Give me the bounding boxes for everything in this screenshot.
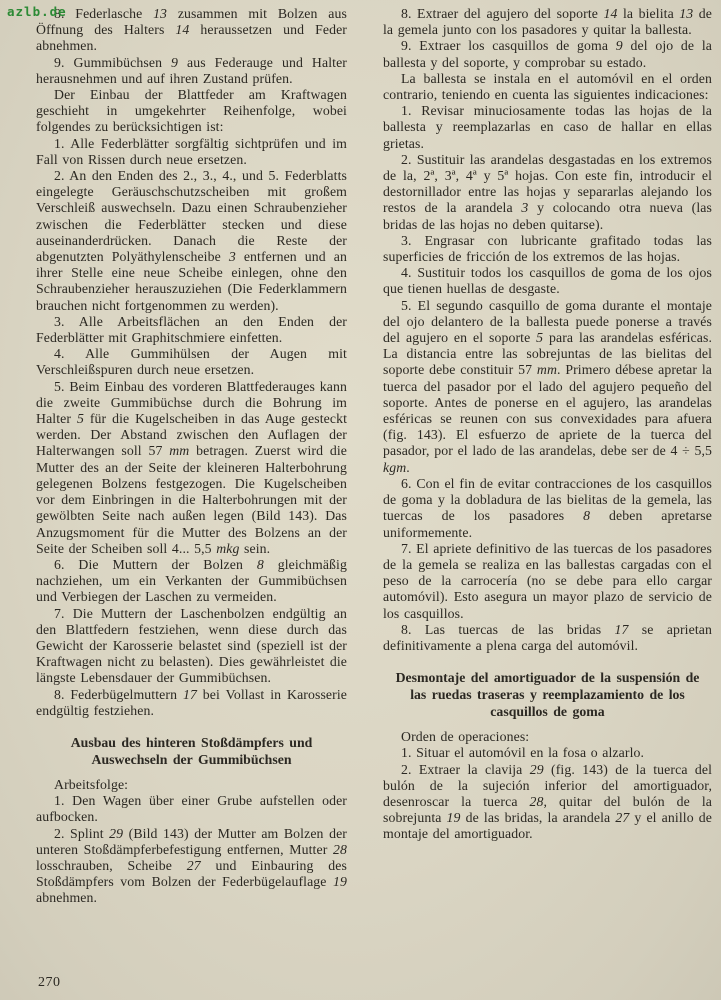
paragraph: 1. Alle Federblätter sorgfältig sichtprüfen und im Fall von Rissen durch neue ersetzen. (36, 135, 347, 167)
paragraph: Der Einbau der Blattfeder am Kraftwagen geschieht in umgekehrter Reihenfolge, wobei folgendes zu berücksichtigen ist: (36, 87, 347, 135)
paragraph: 7. Die Muttern der Laschenbolzen endgültig an den Blattfedern festziehen, wenn diese durch das Gewicht der Karosserie belastet sind (speziell ist der Kraftwagen nicht zu belasten). Dies gewährleistet die längste Lebensdauer der Gummibüchsen. (36, 605, 347, 686)
section-heading: Ausbau des hinteren Stoßdämpfers und Auswechseln der Gummibüchsen (70, 734, 313, 767)
paragraph: 2. Sustituir las arandelas desgastadas en los extremos de la, 2ª, 3ª, 4ª y 5ª hojas. Con este fin, introducir el destornillador entre las hojas y separarlas alejando los restos de la arandela 3 y colocando otra nueva (las bridas de las hojas no deben quitarse). (383, 151, 712, 232)
paragraph: Arbeitsfolge: (54, 776, 129, 792)
paragraph: 2. Splint 29 (Bild 143) der Mutter am Bolzen der unteren Stoßdämpferbefestigung entfernen, Mutter 28 losschrauben, Scheibe 27 und Einbauring des Stoßdämpfers vom Bolzen der Federbügelauflage 19 abnehmen. (36, 825, 347, 906)
paragraph: 4. Alle Gummihülsen der Augen mit Verschleißspuren durch neue ersetzen. (36, 346, 347, 378)
paragraph: 9. Extraer los casquillos de goma 9 del ojo de la ballesta y del soporte, y comprobar su estado. (383, 38, 712, 70)
paragraph: 7. El apriete definitivo de las tuercas de los pasadores de la gemela se realiza en las ballestas cargadas con el peso de la carrocería (no se debe para ello cargar automóvil). Esto asegura un mayor plazo de servicio de los casquillos. (383, 540, 712, 621)
two-column-text-area (36, 6, 712, 907)
paragraph: Orden de operaciones: (401, 729, 530, 745)
paragraph: 1. Situar el automóvil en la fosa o alzarlo. (401, 745, 645, 761)
paragraph: 8. Federbügelmuttern 17 bei Vollast in Karosserie endgültig festziehen. (36, 686, 347, 718)
watermark-text: azlb.de (7, 4, 67, 19)
paragraph: 4. Sustituir todos los casquillos de goma de los ojos que tienen huellas de desgaste. (383, 265, 712, 297)
paragraph: 8. Extraer del agujero del soporte 14 la bielita 13 de la gemela junto con los pasadores y quitar la ballesta. (383, 6, 712, 38)
paragraph: 2. Extraer la clavija 29 (fig. 143) de la tuerca del bulón de la sujeción inferior del amortiguador, desenroscar la tuerca 28, quitar del bulón de la sobrejunta 19 de las bridas, la arandela 27 y el anillo de montaje del amortiguador. (383, 761, 712, 842)
paragraph: 5. Beim Einbau des vorderen Blattfederauges kann die zweite Gummibüchse durch die Bohrung im Halter 5 für die Kugelscheiben in das Auge gesteckt werden. Der Abstand zwischen den Auflagen der Halterwangen soll 57 mm betragen. Zuerst wird die Mutter des an der Seite der kleineren Halterbohrung gelegenen Bolzens festgezogen. Die Kugelscheiben vor dem Einbringen in die Halterbohrungen mit der gewölbten Seite nach außen legen (Bild 143). Das Anzugsmoment für die Mutter des Bolzens an der Seite der Scheiben soll 4... 5,5 mkg sein. (36, 378, 347, 556)
paragraph: 1. Revisar minuciosamente todas las hojas de la ballesta y reemplazarlas en caso de hallar en ellas grietas. (383, 103, 712, 151)
paragraph: 9. Gummibüchsen 9 aus Federauge und Halter herausnehmen und auf ihren Zustand prüfen. (36, 54, 347, 86)
paragraph: 3. Engrasar con lubricante grafitado todas las superficies de fricción de los extremos de las hojas. (383, 232, 712, 265)
paragraph: La ballesta se instala en el automóvil en el orden contrario, teniendo en cuenta las siguientes indicaciones: (383, 70, 712, 103)
paragraph: 5. El segundo casquillo de goma durante el montaje del ojo delantero de la ballesta puede ponerse a través del agujero en el soporte 5 para las arandelas esféricas. La distancia entre las sobrejuntas de las bielitas del soporte debe constituir 57 mm. Primero débese apretar la tuerca del pasador por el lado del agujero pequeño del soporte. Antes de ponerse en el agujero, las arandelas esféricas se reunen con sus convexidades para afuera (fig. 143). El esfuerzo de apriete de la tuerca del pasador, por el lado de las arandelas, debe ser de 4 ÷ 5,5 kgm. (383, 297, 712, 475)
paragraph: 8. Las tuercas de las bridas 17 se aprietan definitivamente a plena carga del automóvil. (383, 621, 712, 653)
section-heading: Desmontaje del amortiguador de la suspensión de las ruedas traseras y reemplazamiento de los casquillos de goma (395, 670, 700, 720)
paragraph: 6. Con el fin de evitar contracciones de los casquillos de goma y la dobladura de las bielitas de la gemela, las tuercas de los pasadores 8 deben apretarse uniformemente. (383, 475, 712, 540)
page-number: 270 (38, 975, 61, 990)
paragraph: 6. Die Muttern der Bolzen 8 gleichmäßig nachziehen, um ein Verkanten der Gummibüchsen und Verbiegen der Laschen zu vermeiden. (36, 556, 347, 605)
paragraph: 2. An den Enden des 2., 3., 4., und 5. Federblatts eingelegte Geräuschschutzscheiben mit großem Verschleiß auswechseln. Dazu einen Schraubenzieher zwischen die Federblätter stecken und diese auseinanderdrücken. Danach die Reste der abgenutzten Polyäthylenscheibe 3 entfernen und an ihrer Stelle eine neue Scheibe einlegen, ohne den Schraubenzieher herauszuziehen (Die Federklammern brauchen nicht fortgenommen zu werden). (36, 168, 347, 313)
paragraph: 8. Federlasche 13 zusammen mit Bolzen aus Öffnung des Halters 14 heraussetzen und Feder abnehmen. (36, 6, 347, 54)
german-text-column (36, 6, 347, 907)
paragraph: 3. Alle Arbeitsflächen an den Enden der Federblätter mit Graphitschmiere einfetten. (36, 313, 347, 346)
paragraph: 1. Den Wagen über einer Grube aufstellen oder aufbocken. (36, 793, 347, 825)
spanish-text-column (383, 6, 712, 907)
